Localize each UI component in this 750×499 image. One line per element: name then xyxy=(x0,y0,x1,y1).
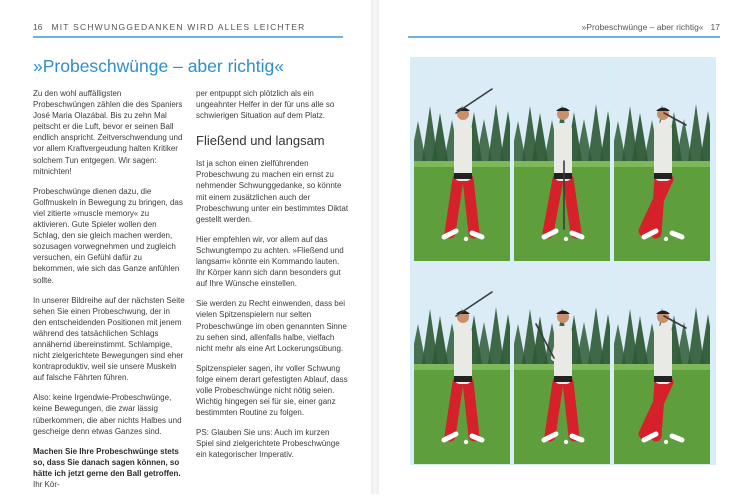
section-subheading: Fließend und langsam xyxy=(196,133,325,149)
left-header-rule xyxy=(33,36,343,38)
golf-swing-photo-2 xyxy=(514,61,610,261)
paragraph-continuation: Ihr Kör- xyxy=(33,480,60,489)
bold-statement: Machen Sie Ihre Probeschwünge stets so, dass Sie danach sagen können, so hätte ich jetzt gerne den Ball getroffen. xyxy=(33,446,181,478)
left-running-header xyxy=(33,22,343,32)
paragraph: Sie werden zu Recht einwenden, dass bei vielen Spitzenspielern nur selten Probeschwünge im oben genannten Sinne zu sehen sind, allenfalls halbe, vielfach nicht mehr als eine Art Lockerungsübung. xyxy=(196,299,347,353)
paragraph: PS: Glauben Sie uns: Auch im kurzen Spiel sind zielgerichtete Probeschwünge ein kategorischer Imperativ. xyxy=(196,428,340,460)
paragraph: per entpuppt sich plötzlich als ein ungeahnter Helfer in der für uns alle so schwierigen Situation auf dem Platz. xyxy=(196,89,335,121)
text-column-right xyxy=(196,88,349,470)
paragraph: Spitzenspieler sagen, ihr voller Schwung folge einem derart gefestigten Ablauf, dass volle Probeschwünge nicht nötig seien. Wichtig hingegen sei für sie, einer ganz bestimmten Routine zu folgen. xyxy=(196,363,348,418)
golf-swing-photo-5 xyxy=(514,264,610,464)
golf-ball xyxy=(664,440,668,444)
right-running-title: »Probeschwünge – aber richtig« xyxy=(581,22,704,32)
left-running-title: MIT SCHWUNGGEDANKEN WIRD ALLES LEICHTER xyxy=(51,22,306,32)
paragraph: Ist ja schon einen zielführenden Probeschwung zu machen ein ernst zu nehmender Schwunggedanke, so könnte mit einem zusätzlichen auch der Probeschwung unter ein bestimmtes Diktat gestellt werden. xyxy=(196,159,349,224)
paragraph xyxy=(33,446,185,490)
paragraph: Also: keine Irgendwie-Probeschwünge, keine Bewegungen, die zwar lässig rüberkommen, die aber nichts Halbes und gescheige denn etwas Ganzes sind. xyxy=(33,393,182,436)
book-gutter xyxy=(371,0,379,494)
paragraph: Hier empfehlen wir, vor allem auf das Schwungtempo zu achten. »Fließend und langsam« könnte ein Kommando lauten. Ihr Körper kann sich dann besonders gut auf Ihre Wünsche einstellen. xyxy=(196,234,344,289)
golf-swing-photo-4 xyxy=(414,264,510,464)
page-title: »Probeschwünge – aber richtig« xyxy=(33,56,284,76)
right-header-rule xyxy=(408,36,720,38)
golf-swing-photo-6 xyxy=(614,264,710,464)
golf-ball xyxy=(464,440,468,444)
golf-ball xyxy=(464,237,468,241)
paragraph: Probeschwünge dienen dazu, die Golfmuskeln in Bewegung zu bringen, das viel zitierte »muscle memory« zu aktivieren. Gute Spieler wollen den Schlag, den sie gleich machen werden, sozusagen vorwegnehmen und zugleich versuchen, ein Gefühl dafür zu bekommen, wie sich das Ganze anfühlen sollte. xyxy=(33,186,183,285)
left-page-number: 16 xyxy=(33,22,43,32)
paragraph: In unserer Bildreihe auf der nächsten Seite sehen Sie einen Probeschwung, der in den entscheidenden Positionen mit jenem während des tatsächlichen Schlags annähernd übereinstimmt. Schlampige, nicht zielgerichtete Bewegungen sind eher kontraproduktiv, weil sie unsere Muskeln auf falsche Fährten führen. xyxy=(33,295,185,383)
golf-ball xyxy=(564,237,568,241)
golf-swing-photo-1 xyxy=(414,61,510,261)
golf-ball xyxy=(664,237,668,241)
right-running-header xyxy=(408,22,720,32)
golf-ball xyxy=(564,440,568,444)
text-column-left xyxy=(33,88,185,499)
golf-swing-photo-3 xyxy=(614,61,710,261)
right-page-number: 17 xyxy=(710,22,720,32)
paragraph: Zu den wohl auffälligsten Probeschwüngen zählen die des Spaniers José Maria Olazábal. Bis zu zehn Mal peitscht er die Luft, bevor er seinen Ball endlich anspricht. Zeitverschwendung und vor allem Kraftvergeudung halten Kritiker solchem Tun entgegen. Wir sagen: mitnichten! xyxy=(33,89,183,176)
